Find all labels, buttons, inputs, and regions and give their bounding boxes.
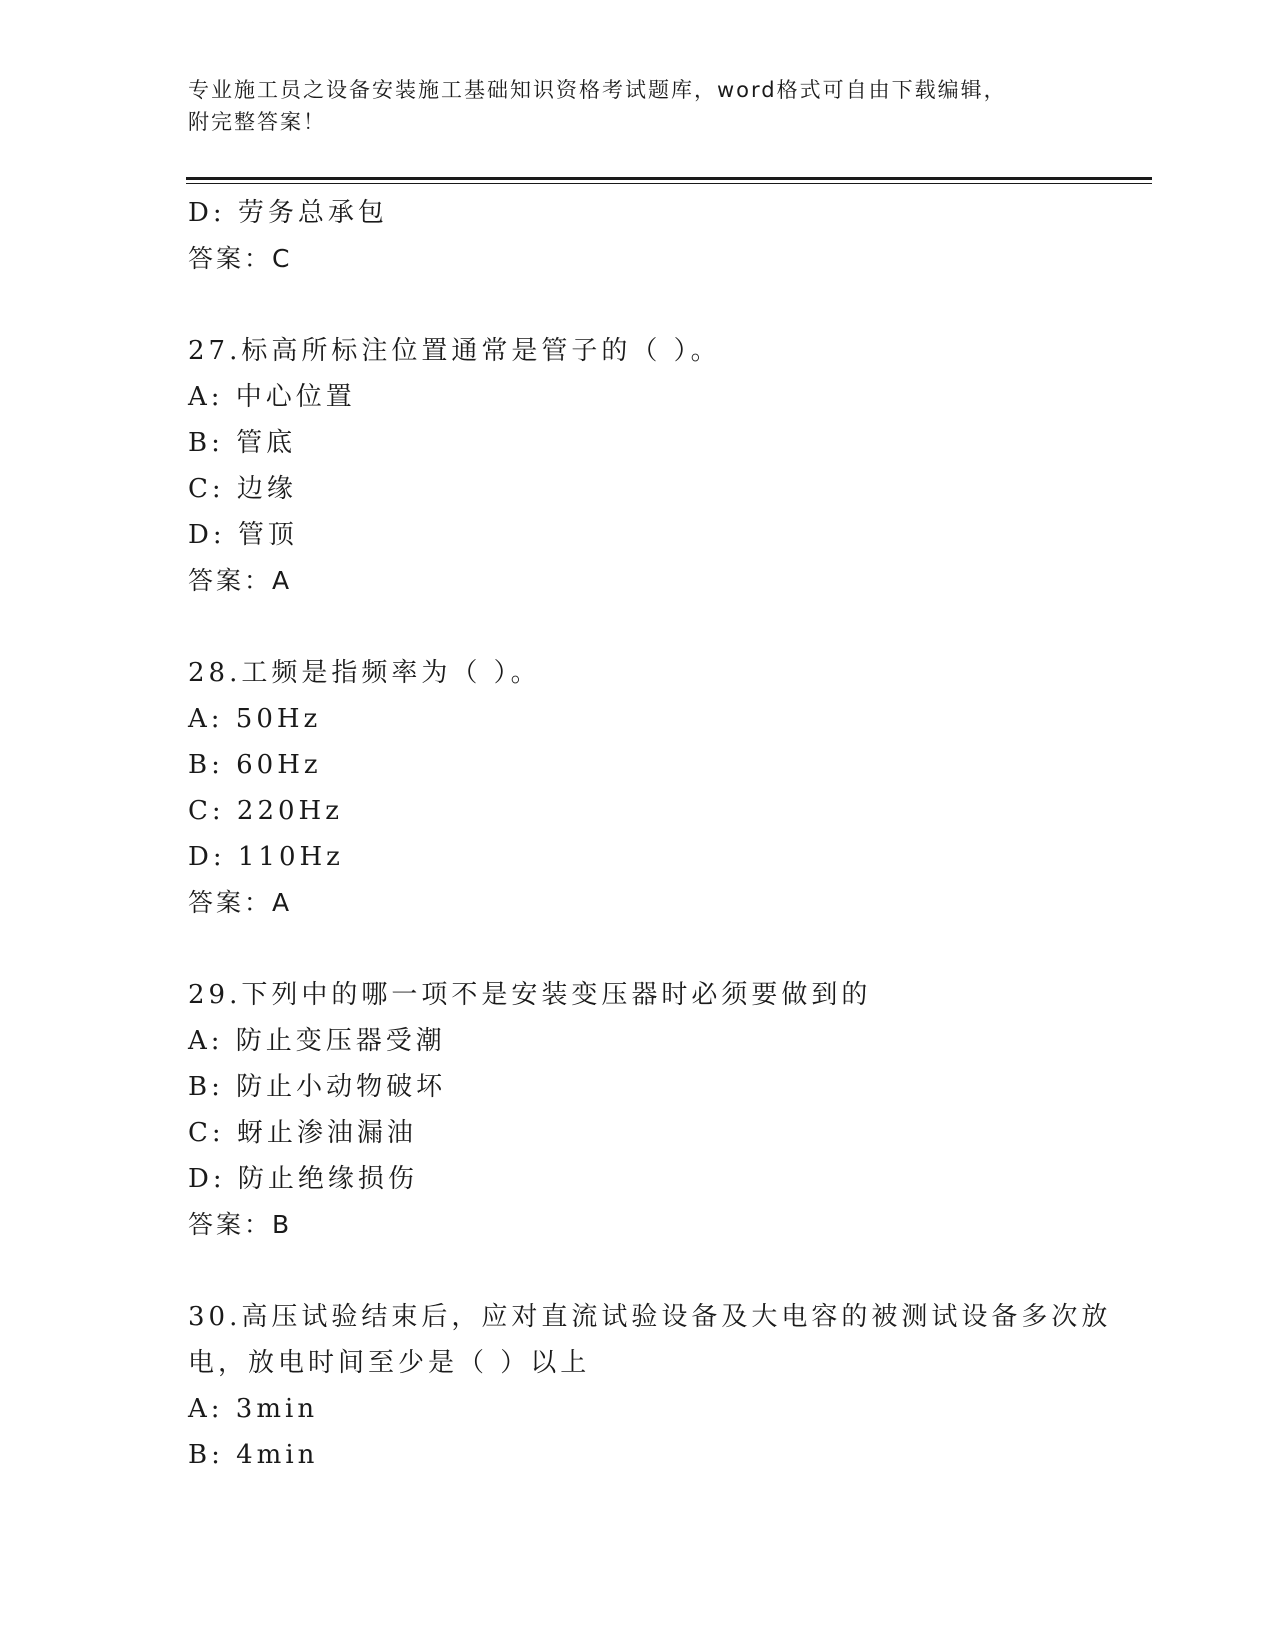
option-b: B: 4min [188, 1440, 319, 1470]
spacer [188, 1248, 1088, 1294]
spacer [188, 926, 1088, 972]
option-c: C: 边缘 [188, 474, 297, 504]
question-stem-line-1: 30.高压试验结束后，应对直流试验设备及大电容的被测试设备多次放 [188, 1302, 1112, 1332]
spacer [188, 282, 1088, 328]
question-stem-line-2: 电，放电时间至少是（ ）以上 [188, 1348, 591, 1378]
option-c: C: 220Hz [188, 796, 343, 826]
header-line-2: 附完整答案！ [188, 110, 326, 134]
option-d: D: 劳务总承包 [188, 198, 388, 228]
header-divider-thin [186, 183, 1152, 184]
option-a: A: 50Hz [188, 704, 322, 734]
answer-line: 答案：C [188, 244, 293, 273]
option-d: D: 防止绝缘损伤 [188, 1164, 418, 1194]
question-stem: 28.工频是指频率为（ ）。 [188, 658, 541, 688]
header-line-1: 专业施工员之设备安装施工基础知识资格考试题库，word格式可自由下载编辑， [188, 78, 1007, 102]
option-d: D: 管顶 [188, 520, 298, 550]
question-27 [188, 328, 1088, 604]
question-30 [188, 1294, 1112, 1478]
option-c: C: 蚜止渗油漏油 [188, 1118, 417, 1148]
answer-line: 答案：B [188, 1210, 293, 1239]
option-d: D: 110Hz [188, 842, 344, 872]
option-b: B: 管底 [188, 428, 297, 458]
document-header [188, 74, 1088, 138]
question-stem: 29.下列中的哪一项不是安装变压器时必须要做到的 [188, 980, 872, 1010]
answer-line: 答案：A [188, 888, 293, 917]
option-b: B: 60Hz [188, 750, 322, 780]
option-a: A: 中心位置 [188, 382, 356, 412]
question-28 [188, 650, 1088, 926]
option-b: B: 防止小动物破坏 [188, 1072, 447, 1102]
question-stem: 27.标高所标注位置通常是管子的（ ）。 [188, 336, 721, 366]
header-divider-thick [186, 177, 1152, 180]
question-29 [188, 972, 1088, 1248]
spacer [188, 604, 1088, 650]
answer-line: 答案：A [188, 566, 293, 595]
question-26-tail [188, 190, 1088, 282]
option-a: A: 防止变压器受潮 [188, 1026, 446, 1056]
question-content [188, 190, 1112, 1478]
option-a: A: 3min [188, 1394, 319, 1424]
